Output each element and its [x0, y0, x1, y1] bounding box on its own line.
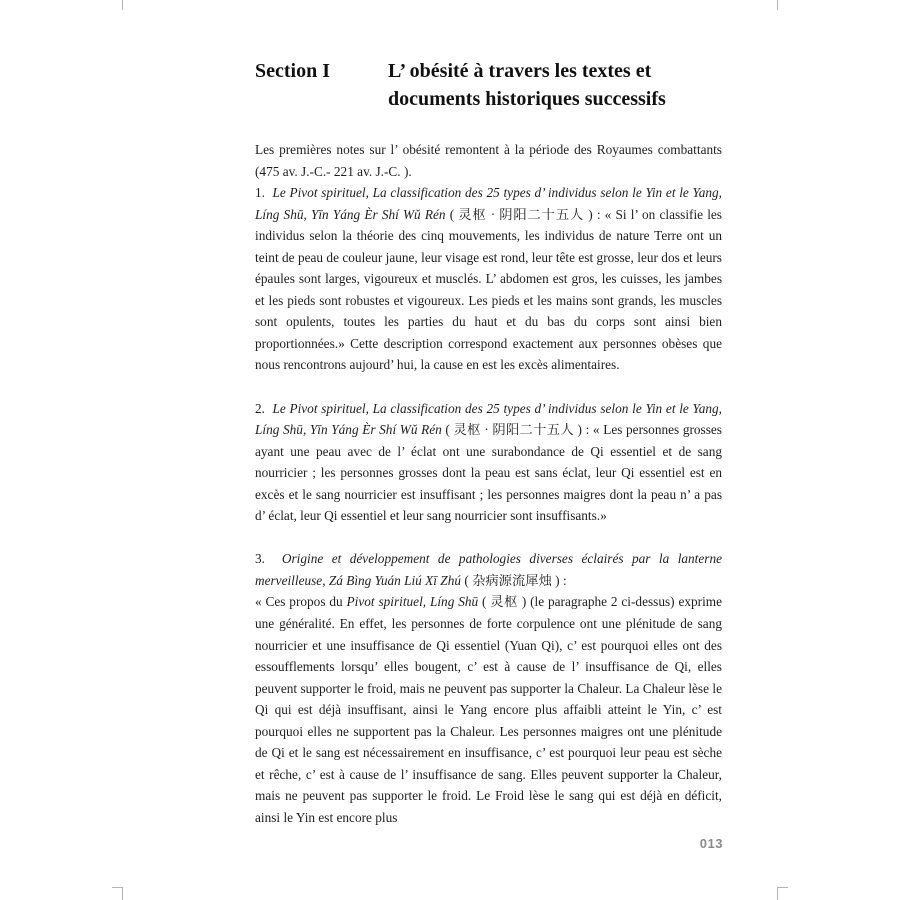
item-2-paragraph: [255, 398, 722, 527]
paragraph-gap: [255, 376, 722, 398]
crop-mark-top-left: [122, 0, 123, 10]
item-3-quote-source: Pivot spirituel, Líng Shū: [346, 594, 479, 610]
item-1-paragraph: [255, 182, 722, 376]
paragraph-gap: [255, 527, 722, 549]
section-title-line-1: L’ obésité à travers les textes et: [388, 60, 652, 82]
crop-mark-bottom-right-h: [778, 887, 788, 888]
item-1-quote: : « Si l’ on classifie les individus selon la théorie des cinq mouvements, les individus de nature Terre ont un teint de peau de couleur jaune, leur visage est rond, leur tête est grosse, leur dos et leurs épaules sont larges, vigoureux et musclés. L’ abdomen est gros, les cuisses, les jambes et les pieds sont robustes et vigoureux. Les pieds et les mains sont grands, les muscles sont opulents, toutes les parties du haut et du bas du corps sont ainsi bien proportionnées.» Cette description correspond exactement aux personnes obèses que nous rencontrons aujourd’ hui, la cause en est les excès alimentaires.: [255, 206, 722, 373]
item-2-quote: : « Les personnes grosses ayant une peau avec de l’ éclat ont une surabondance de Qi essentiel et de sang nourricier ; les personnes grosses dont la peau est sans éclat, leur Qi essentiel est en excès et le sang nourricier est insuffisant ; les personnes maigres dont la peau n’ a pas d’ éclat, leur Qi essentiel et leur sang nourricier sont insuffisants.»: [255, 422, 722, 524]
page-number: 013: [699, 836, 723, 851]
item-2-number: 2.: [255, 400, 265, 416]
crop-mark-top-right: [777, 0, 778, 10]
item-3-quote: [255, 591, 722, 828]
intro-paragraph: Les premières notes sur l’ obésité remontent à la période des Royaumes combattants (475 av. J.-C.- 221 av. J.-C. ).: [255, 142, 722, 179]
item-3-heading: [255, 548, 722, 591]
item-3-number: 3.: [255, 551, 265, 567]
section-title-line-2: documents historiques successifs: [388, 88, 666, 110]
item-1-number: 1.: [255, 185, 265, 201]
item-1-chinese: ( 灵枢 · 阴阳二十五人 ): [449, 206, 593, 222]
section-title: [388, 57, 733, 113]
crop-mark-bottom-left-h: [112, 887, 122, 888]
section-label: Section I: [255, 60, 330, 82]
item-3-quote-chinese: ( 灵枢 ): [478, 594, 531, 610]
item-3-source: Origine et développement de pathologies diverses éclairés par la lanterne merveilleuse, Zá Bìng Yuán Liú Xī Zhú: [255, 551, 723, 588]
item-3-chinese: ( 杂病源流犀烛 ): [464, 572, 560, 588]
item-1-source: Le Pivot spirituel, La classification des 25 types d’ individus selon le Yin et le Yang, Líng Shū, Yīn Yáng Èr Shí Wǔ Rén: [255, 185, 722, 222]
crop-mark-bottom-left-v: [122, 887, 123, 900]
item-2-source: Le Pivot spirituel, La classification des 25 types d’ individus selon le Yin et le Yang, Líng Shū, Yīn Yáng Èr Shí Wǔ Rén: [255, 400, 722, 438]
item-2-chinese: ( 灵枢 · 阴阳二十五人 ): [445, 422, 582, 438]
crop-mark-bottom-right-v: [777, 887, 778, 900]
item-3-quote-open: « Ces propos du: [255, 594, 347, 610]
body-text: [255, 139, 722, 829]
item-3-quote-rest: (le paragraphe 2 ci-dessus) exprime une généralité. En effet, les personnes de forte corpulence ont une plénitude de sang nourricier et une insuffisance de Qi essentiel (Yuan Qi), c’ est pourquoi elles ont des essoufflements lorsqu’ elles bougent, c’ est à cause de l’ insuffisance de Qi, elles peuvent supporter le froid, mais ne peuvent pas supporter la Chaleur. La Chaleur lèse le Qi qui est déjà insuffisant, ainsi le Yang encore plus affaibli atteint le Yin, c’ est pourquoi elles ne supportent pas la Chaleur. Les personnes maigres ont une plénitude de Qi et le sang est nécessairement en insuffisance, c’ est pourquoi leur peau est sèche et rêche, c’ est à cause de l’ insuffisance de sang. Elles peuvent supporter la Chaleur, mais ne peuvent pas supporter le froid. Le Froid lèse le sang qui est déjà en déficit, ainsi le Yin est encore plus: [255, 594, 723, 825]
item-3-colon: :: [559, 572, 567, 588]
